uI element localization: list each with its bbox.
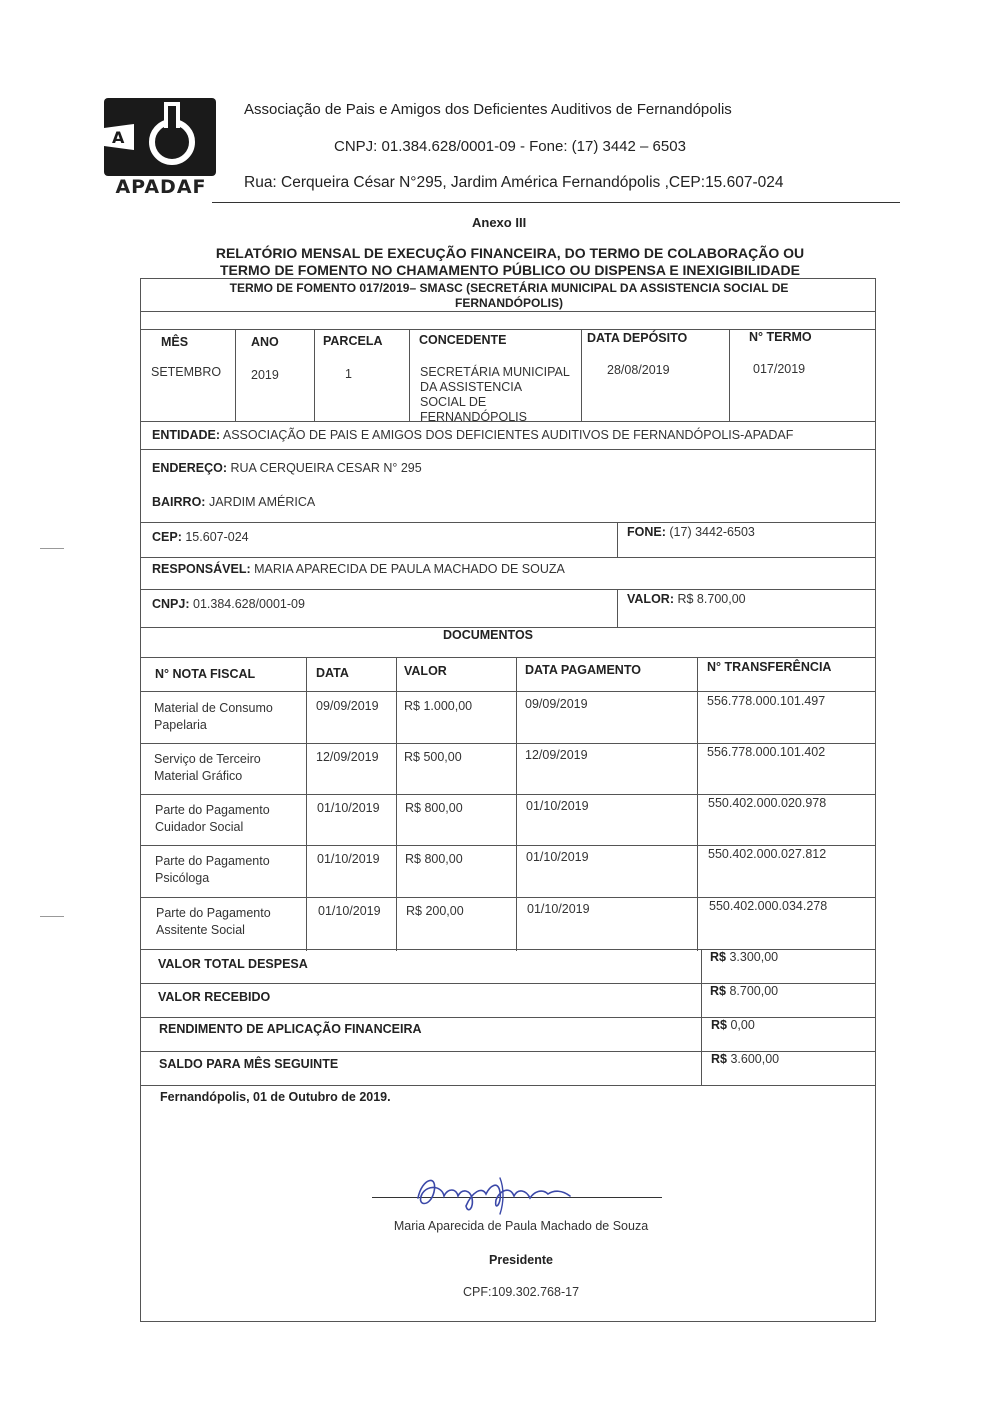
row-value: R$ 200,00 [406, 904, 464, 918]
installment-header: PARCELA [323, 334, 383, 348]
phone-field: FONE: (17) 3442-6503 [627, 525, 755, 539]
row-invoice: Serviço de Terceiro Material Gráfico [154, 752, 261, 783]
row-payment-date: 01/10/2019 [526, 850, 589, 864]
organization-cnpj-phone: CNPJ: 01.384.628/0001-09 - Fone: (17) 3442 – 6503 [334, 138, 686, 155]
district-field: BAIRRO: JARDIM AMÉRICA [152, 495, 316, 509]
row-transfer: 550.402.000.027.812 [708, 847, 827, 861]
next-month-balance-value: R$ 3.600,00 [711, 1052, 780, 1066]
transfer-header: N° TRANSFERÊNCIA [707, 660, 832, 674]
entity-field: ENTIDADE: ASSOCIAÇÃO DE PAIS E AMIGOS DOS DEFICIENTES AUDITIVOS DE FERNANDÓPOLIS-APADAF [152, 428, 794, 442]
row-payment-date: 01/10/2019 [526, 799, 589, 813]
year-value: 2019 [251, 368, 279, 382]
grantor-value: SECRETÁRIA MUNICIPAL DA ASSISTENCIA SOCIAL DE FERNANDÓPOLIS [420, 365, 570, 424]
value-header: VALOR [404, 664, 447, 678]
deposit-date-value: 28/08/2019 [607, 363, 670, 377]
address-field: ENDEREÇO: RUA CERQUEIRA CESAR N° 295 [152, 461, 422, 475]
row-invoice: Parte do Pagamento Psicóloga [155, 854, 270, 885]
row-transfer: 550.402.000.020.978 [708, 796, 827, 810]
row-transfer: 556.778.000.101.497 [707, 694, 826, 708]
row-payment-date: 09/09/2019 [525, 697, 588, 711]
row-value: R$ 800,00 [405, 852, 463, 866]
term-header-line-1: TERMO DE FOMENTO 017/2019– SMASC (SECRETÁRIA MUNICIPAL DA ASSISTENCIA SOCIAL DE [229, 281, 789, 295]
responsible-field: RESPONSÁVEL: MARIA APARECIDA DE PAULA MACHADO DE SOUZA [152, 562, 565, 576]
row-transfer: 556.778.000.101.402 [707, 745, 826, 759]
row-value: R$ 500,00 [404, 750, 462, 764]
svg-text:A: A [112, 128, 125, 147]
annex-label: Anexo III [472, 215, 527, 230]
scan-mark [40, 548, 64, 549]
row-invoice: Parte do Pagamento Cuidador Social [155, 803, 270, 834]
month-header: MÊS [161, 335, 189, 349]
month-value: SETEMBRO [151, 365, 222, 379]
report-form [140, 278, 876, 1322]
grantor-header: CONCEDENTE [419, 333, 507, 347]
total-expense-label: VALOR TOTAL DESPESA [158, 957, 308, 971]
installment-value: 1 [345, 367, 352, 381]
signer-name: Maria Aparecida de Paula Machado de Souza [393, 1219, 649, 1233]
place-date: Fernandópolis, 01 de Outubro de 2019. [160, 1090, 391, 1104]
payment-date-header: DATA PAGAMENTO [525, 663, 641, 677]
cep-field: CEP: 15.607-024 [152, 530, 249, 544]
organization-address: Rua: Cerqueira César N°295, Jardim América Fernandópolis ,CEP:15.607-024 [244, 174, 784, 191]
invoice-header: N° NOTA FISCAL [155, 667, 256, 681]
row-invoice: Parte do Pagamento Assitente Social [156, 906, 271, 937]
row-payment-date: 01/10/2019 [527, 902, 590, 916]
term-number-value: 017/2019 [753, 362, 806, 376]
logo-wordmark: APADAF [115, 176, 207, 198]
row-date: 01/10/2019 [318, 904, 381, 918]
financial-yield-value: R$ 0,00 [711, 1018, 755, 1032]
signer-role: Presidente [489, 1253, 553, 1267]
term-number-header: N° TERMO [749, 330, 812, 344]
report-title-line-2: TERMO DE FOMENTO NO CHAMAMENTO PÚBLICO OU DISPENSA E INEXIGIBILIDADE [220, 262, 800, 278]
year-header: ANO [251, 335, 279, 349]
row-date: 01/10/2019 [317, 852, 380, 866]
amount-field: VALOR: R$ 8.700,00 [627, 592, 746, 606]
header-divider [212, 202, 900, 203]
row-date: 09/09/2019 [316, 699, 379, 713]
organization-name: Associação de Pais e Amigos dos Deficientes Auditivos de Fernandópolis [244, 101, 732, 118]
received-value: R$ 8.700,00 [710, 984, 779, 998]
row-value: R$ 1.000,00 [404, 699, 473, 713]
date-header: DATA [316, 666, 349, 680]
scan-mark [40, 916, 64, 917]
row-value: R$ 800,00 [405, 801, 463, 815]
row-invoice: Material de Consumo Papelaria [154, 701, 273, 732]
row-date: 01/10/2019 [317, 801, 380, 815]
total-expense-value: R$ 3.300,00 [710, 950, 779, 964]
signer-cpf: CPF:109.302.768-17 [462, 1285, 580, 1299]
deposit-date-header: DATA DEPÓSITO [587, 331, 688, 345]
term-header-line-2: FERNANDÓPOLIS) [455, 296, 563, 310]
received-label: VALOR RECEBIDO [158, 990, 271, 1004]
cnpj-field: CNPJ: 01.384.628/0001-09 [152, 597, 305, 611]
row-payment-date: 12/09/2019 [525, 748, 588, 762]
row-transfer: 550.402.000.034.278 [709, 899, 828, 913]
financial-yield-label: RENDIMENTO DE APLICAÇÃO FINANCEIRA [159, 1022, 422, 1036]
report-title-line-1: RELATÓRIO MENSAL DE EXECUÇÃO FINANCEIRA, DO TERMO DE COLABORAÇÃO OU [215, 245, 805, 261]
row-date: 12/09/2019 [316, 750, 379, 764]
handwritten-signature [408, 1168, 588, 1223]
next-month-balance-label: SALDO PARA MÊS SEGUINTE [159, 1057, 339, 1071]
documents-title: DOCUMENTOS [442, 628, 534, 642]
